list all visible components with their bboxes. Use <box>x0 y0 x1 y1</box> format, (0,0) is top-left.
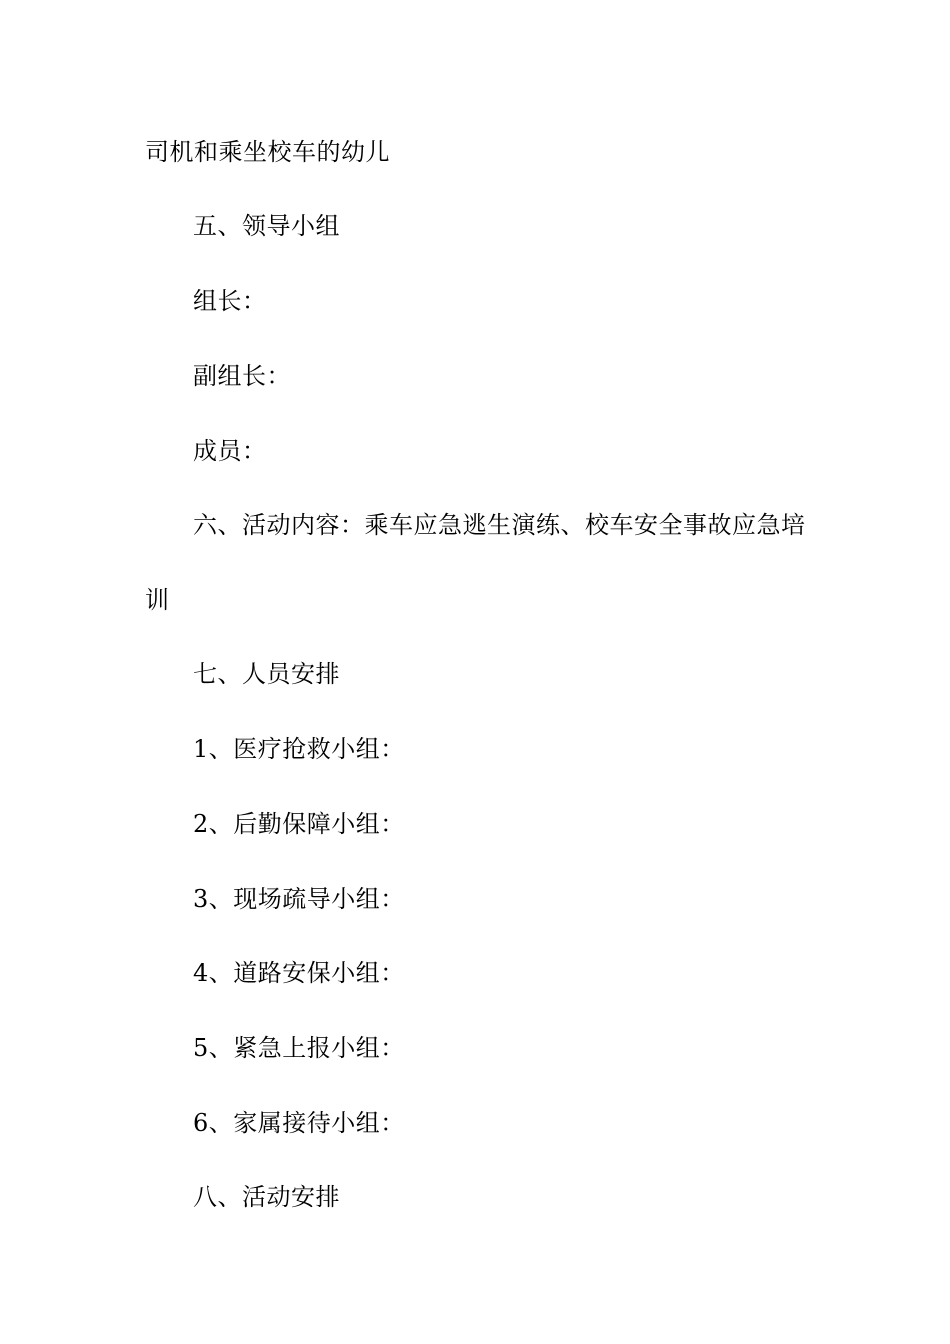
paragraph-continuation: 司机和乘坐校车的幼儿 <box>145 138 390 166</box>
list-item-3: 3、现场疏导小组： <box>193 885 405 913</box>
list-item-4: 4、道路安保小组： <box>193 959 405 987</box>
field-members: 成员： <box>193 437 267 465</box>
field-deputy-leader: 副组长： <box>193 362 291 390</box>
section-heading-8: 八、活动安排 <box>193 1183 340 1211</box>
field-group-leader: 组长： <box>193 287 267 315</box>
section-heading-5: 五、领导小组 <box>193 212 340 240</box>
list-item-6: 6、家属接待小组： <box>193 1109 405 1137</box>
section-heading-6: 六、活动内容：乘车应急逃生演练、校车安全事故应急培 <box>193 511 806 539</box>
section-heading-7: 七、人员安排 <box>193 660 340 688</box>
section-heading-6-wrap: 训 <box>145 586 170 614</box>
list-item-5: 5、紧急上报小组： <box>193 1034 405 1062</box>
list-item-1: 1、医疗抢救小组： <box>193 735 405 763</box>
list-item-2: 2、后勤保障小组： <box>193 810 405 838</box>
